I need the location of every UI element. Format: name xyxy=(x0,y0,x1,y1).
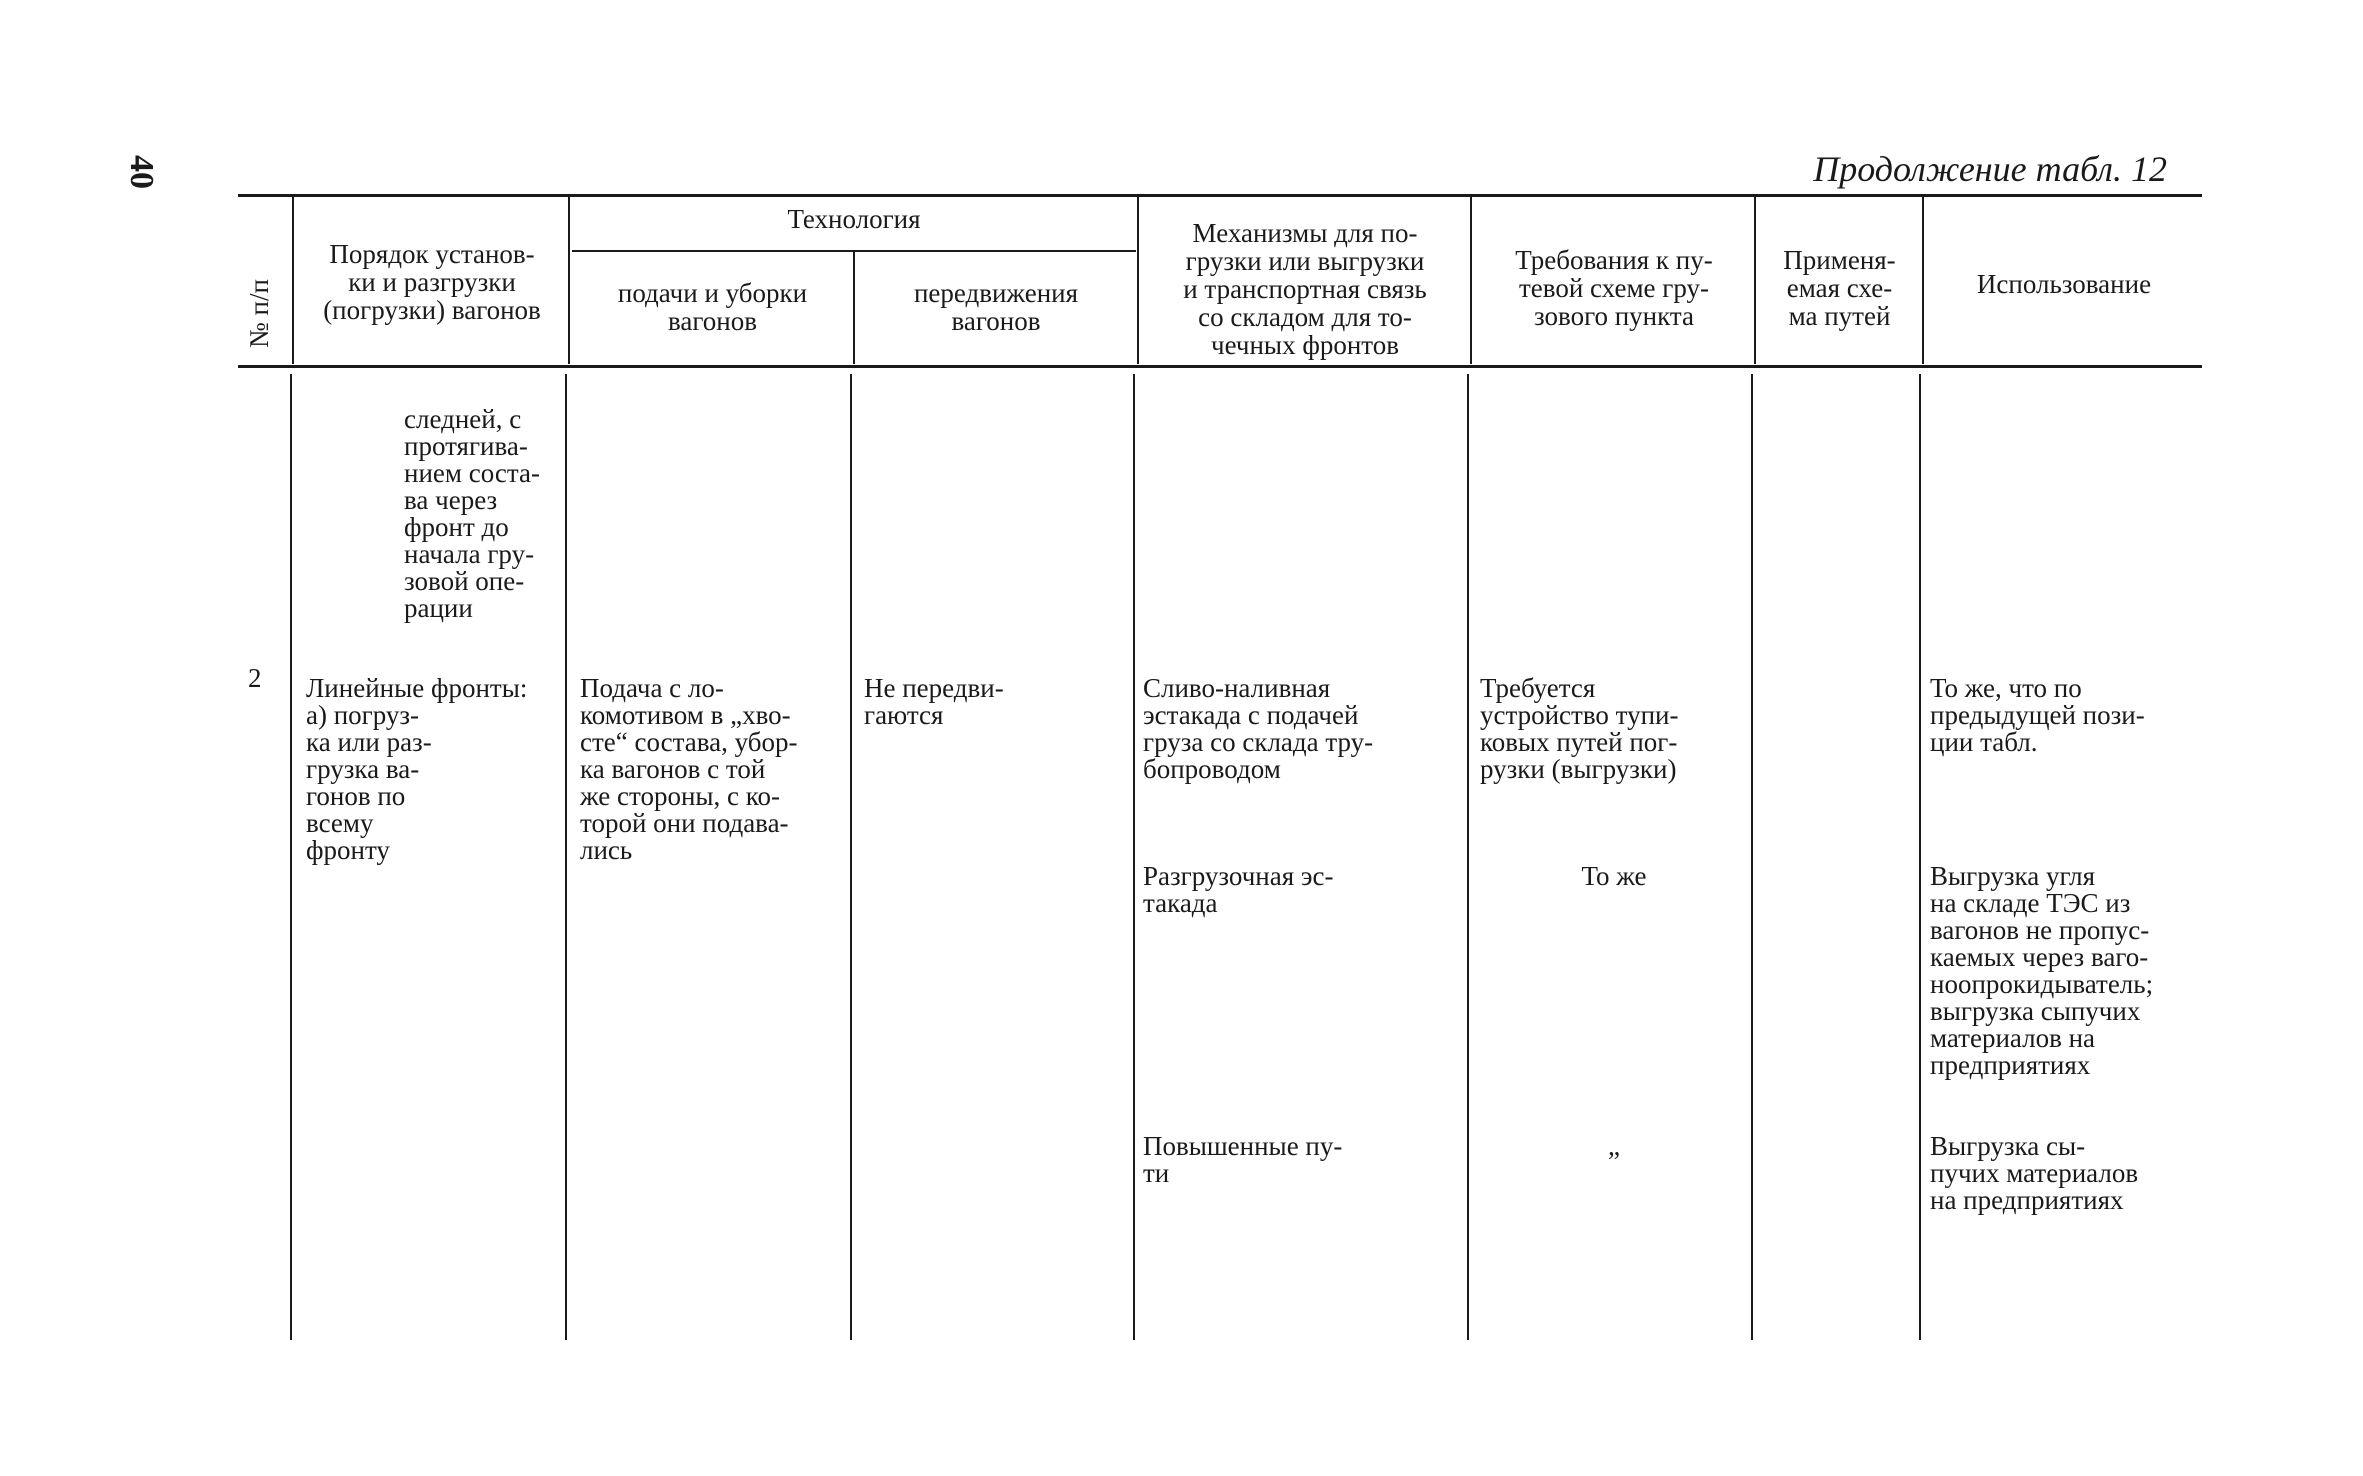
col-rule-7-body xyxy=(1919,374,1921,1340)
header-bottom-rule xyxy=(238,365,2202,368)
header-order: Порядок установ- ки и разгрузки (погрузки) вагонов xyxy=(323,239,541,325)
header-movement: передвижения вагонов xyxy=(913,278,1079,336)
col-rule-6-body xyxy=(1751,374,1753,1340)
row-mechanism-3: Повышенные пу- ти xyxy=(1143,1131,1343,1188)
col-rule-3-body xyxy=(850,374,852,1340)
col-rule-1-body xyxy=(290,374,292,1340)
col-rule-5-header xyxy=(1470,196,1472,364)
row-movement: Не передви- гаются xyxy=(864,673,1004,730)
col-rule-6-header xyxy=(1754,196,1756,364)
col-rule-4-header xyxy=(1137,196,1139,364)
col-rule-7-header xyxy=(1922,196,1924,364)
header-number: № п/п xyxy=(244,279,274,348)
row-requirement-1: Требуется устройство тупи- ковых путей пог- рузки (выгрузки) xyxy=(1480,673,1679,784)
row-requirement-3: „ xyxy=(1608,1131,1620,1161)
header-technology: Технология xyxy=(787,204,921,234)
row-mechanism-1: Сливо-наливная эстакада с подачей груза со склада тру- бопроводом xyxy=(1143,673,1374,784)
col-rule-4-body xyxy=(1133,374,1135,1340)
col-rule-3-header xyxy=(853,252,855,364)
header-usage: Использование xyxy=(1976,269,2152,299)
row-mechanism-2: Разгрузочная эс- такада xyxy=(1143,861,1334,918)
table-caption: Продолжение табл. 12 xyxy=(1813,149,2167,189)
row-order: Линейные фронты: а) погруз- ка или раз- грузка ва- гонов по всему фронту xyxy=(306,673,528,865)
header-top-rule xyxy=(238,194,2202,197)
row-requirement-2: То же xyxy=(1581,861,1647,891)
col-rule-1-header xyxy=(292,196,294,364)
row-supply: Подача с ло- комотивом в „хво- сте“ состава, убор- ка вагонов с той же стороны, с ко- торой они подава- лись xyxy=(580,673,798,865)
col-rule-5-body xyxy=(1467,374,1469,1340)
col-rule-2-body xyxy=(565,374,567,1340)
header-requirements: Требования к пу- тевой схеме гру- зового пункта xyxy=(1515,245,1713,331)
row-number: 2 xyxy=(248,663,262,693)
order-continued-text: следней, с протягива- нием соста- ва через фронт до начала гру- зовой опе- рации xyxy=(404,404,540,623)
page-number: 40 xyxy=(123,155,160,189)
row-usage-3: Выгрузка сы- пучих материалов на предприятиях xyxy=(1930,1131,2139,1215)
header-supply: подачи и уборки вагонов xyxy=(617,278,808,336)
row-usage-1: То же, что по предыдущей пози- ции табл. xyxy=(1930,673,2145,757)
row-usage-2: Выгрузка угля на складе ТЭС из вагонов не пропус- каемых через ваго- ноопрокидыватель; выгрузка сыпучих материалов на предприятиях xyxy=(1930,861,2154,1080)
header-mechanisms: Механизмы для по- грузки или выгрузки и транспортная связь со складом для то- чечных фронтов xyxy=(1183,218,1427,360)
col-rule-2-header xyxy=(568,196,570,364)
header-scheme: Применя- емая схе- ма путей xyxy=(1783,245,1896,331)
